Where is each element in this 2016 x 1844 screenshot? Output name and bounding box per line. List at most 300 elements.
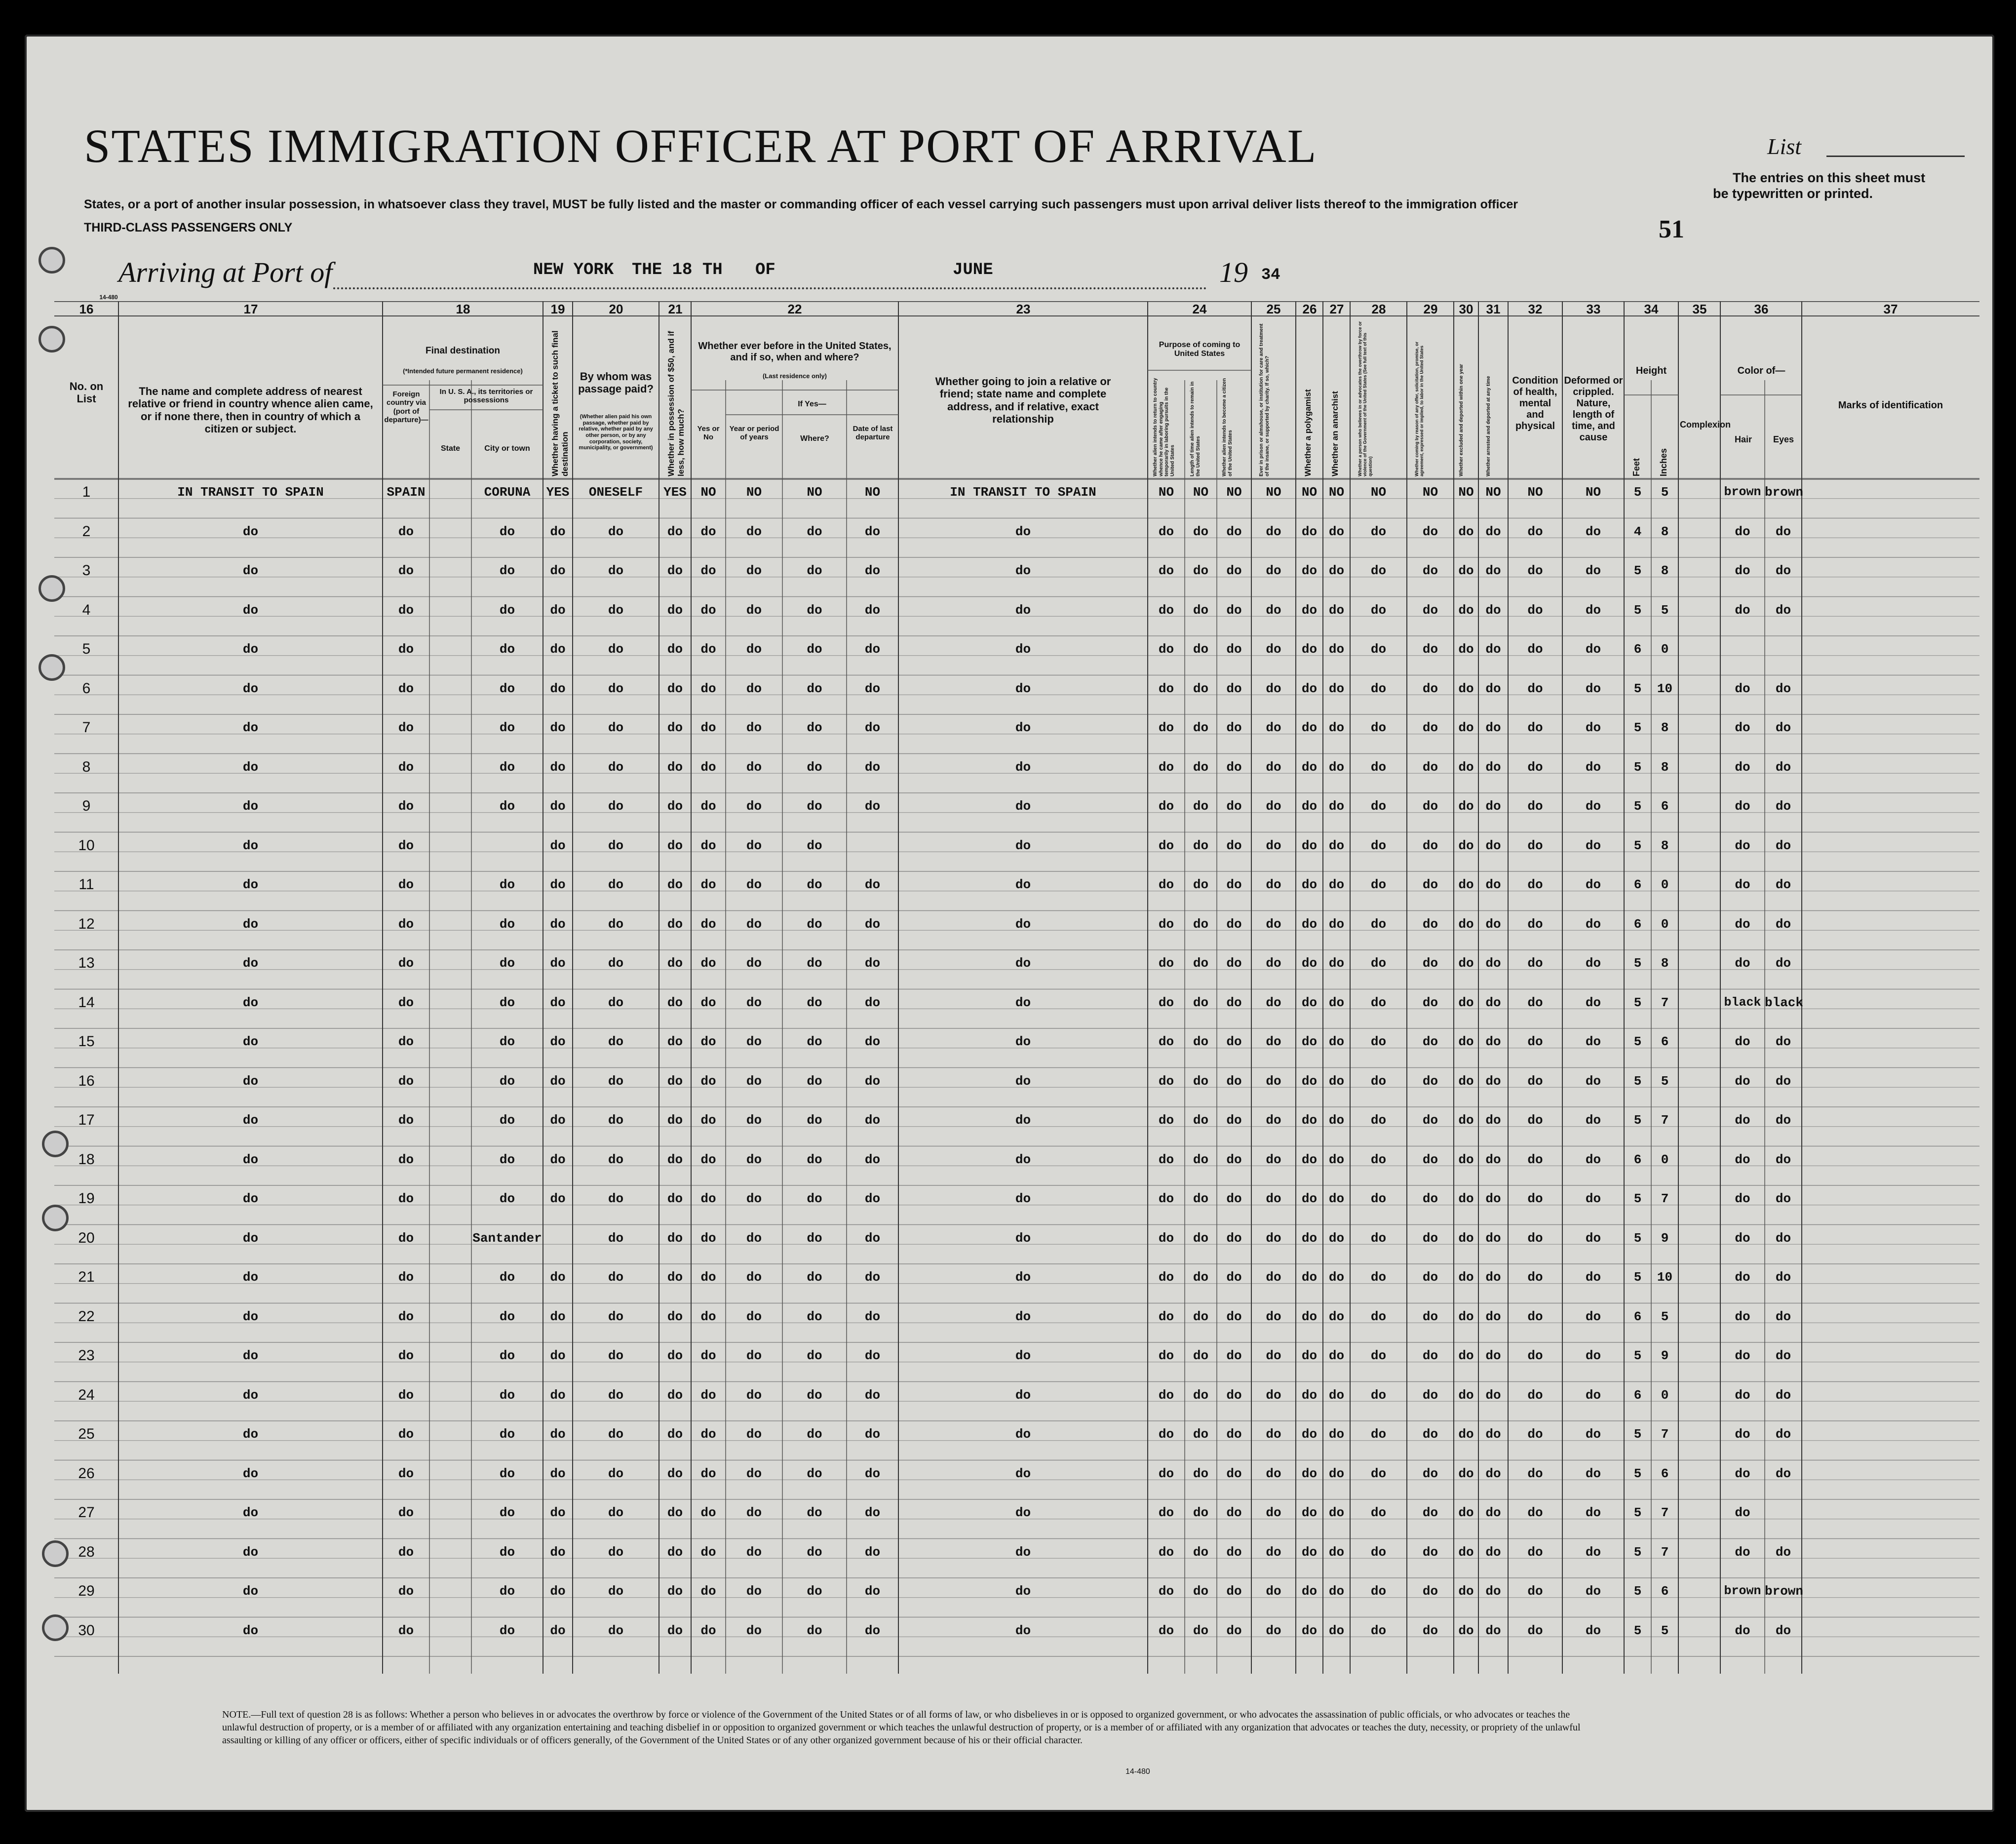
manifest-cell-c23: do: [1015, 1505, 1031, 1520]
manifest-cell-c31: do: [1485, 838, 1501, 853]
manifest-cell-c17: do: [242, 1427, 259, 1442]
manifest-cell-hair: do: [1735, 1034, 1750, 1049]
manifest-cell-c32: do: [1527, 759, 1543, 775]
manifest-cell-c33: do: [1585, 1544, 1601, 1560]
manifest-cell-foreign: do: [398, 524, 414, 539]
manifest-cell-c17: do: [242, 877, 259, 892]
manifest-cell-c24c: do: [1226, 1427, 1242, 1442]
manifest-cell-year: do: [746, 877, 762, 892]
manifest-cell-year: do: [746, 799, 762, 814]
manifest-cell-c24a: do: [1158, 524, 1174, 539]
manifest-cell-c24a: do: [1158, 1191, 1174, 1206]
manifest-cell-c24c: do: [1226, 602, 1242, 618]
manifest-cell-hair: do: [1735, 524, 1750, 539]
manifest-cell-paid: do: [608, 956, 624, 971]
manifest-cell-c24c: do: [1226, 1191, 1242, 1206]
header-arrested: Whether arrested and deported at any time: [1486, 376, 1491, 476]
header-excluded: Whether excluded and deported within one year: [1459, 364, 1464, 476]
manifest-cell-c27: do: [1328, 759, 1345, 775]
manifest-cell-c32: do: [1527, 838, 1543, 853]
manifest-cell-c26: do: [1301, 1034, 1318, 1049]
manifest-cell-money: do: [667, 1387, 683, 1403]
manifest-cell-c17: do: [242, 1034, 259, 1049]
manifest-cell-date: do: [864, 877, 881, 892]
manifest-cell-feet: 6: [1633, 1387, 1642, 1403]
manifest-cell-c17: do: [242, 1309, 259, 1324]
manifest-cell-yesno: do: [700, 524, 716, 539]
header-health: Condition of health, mental and physical: [1512, 375, 1558, 432]
manifest-cell-c30: do: [1458, 681, 1474, 696]
port-day: THE 18 TH: [632, 261, 723, 279]
header-marks: Marks of identification: [1838, 400, 1943, 411]
manifest-cell-date: do: [864, 720, 881, 735]
manifest-cell-c29: do: [1422, 1348, 1438, 1363]
manifest-cell-eyes: do: [1775, 1623, 1791, 1638]
header-city: City or town: [484, 444, 530, 453]
manifest-cell-where: do: [807, 1623, 822, 1638]
manifest-cell-feet: 5: [1633, 1270, 1642, 1285]
manifest-cell-c30: do: [1458, 995, 1474, 1010]
manifest-cell-c24b: do: [1193, 916, 1209, 932]
year-suffix: 34: [1261, 266, 1280, 284]
header-purpose-c: Whether alien intends to become a citizen of the United States: [1222, 378, 1233, 476]
manifest-cell-c33: do: [1585, 681, 1601, 696]
manifest-cell-c26: do: [1301, 1073, 1318, 1089]
manifest-cell-ticket: YES: [546, 485, 570, 500]
manifest-cell-c27: do: [1328, 563, 1345, 578]
manifest-cell-date: do: [864, 524, 881, 539]
manifest-cell-inches: 8: [1661, 759, 1669, 775]
manifest-cell-c24a: do: [1158, 1623, 1174, 1638]
manifest-cell-ticket: do: [550, 1348, 566, 1363]
manifest-cell-c17: do: [242, 1230, 259, 1246]
manifest-cell-feet: 5: [1633, 1191, 1642, 1206]
manifest-cell-inches: 5: [1661, 1309, 1669, 1324]
manifest-cell-c25: do: [1266, 1623, 1281, 1638]
manifest-cell-inches: 7: [1661, 1191, 1669, 1206]
manifest-cell-year: do: [746, 1623, 762, 1638]
manifest-cell-c27: do: [1328, 1309, 1345, 1324]
manifest-cell-ticket: do: [550, 1309, 566, 1324]
manifest-cell-yesno: do: [700, 916, 716, 932]
manifest-cell-hair: do: [1735, 1348, 1750, 1363]
manifest-cell-hair: black: [1724, 995, 1761, 1010]
manifest-cell-c24b: do: [1193, 1191, 1209, 1206]
manifest-cell-c26: do: [1301, 1466, 1318, 1481]
manifest-cell-c30: do: [1458, 1191, 1474, 1206]
manifest-cell-money: do: [667, 1034, 683, 1049]
manifest-cell-c23: do: [1015, 838, 1031, 853]
manifest-cell-where: do: [807, 759, 822, 775]
row-number: 28: [78, 1543, 95, 1560]
manifest-cell-c28: do: [1370, 838, 1387, 853]
row-number: 17: [78, 1112, 95, 1128]
manifest-cell-c28: do: [1370, 1505, 1387, 1520]
manifest-cell-c33: do: [1585, 1623, 1601, 1638]
manifest-cell-c33: do: [1585, 1584, 1601, 1599]
manifest-cell-feet: 5: [1633, 1584, 1642, 1599]
manifest-cell-c23: do: [1015, 1309, 1031, 1324]
manifest-cell-where: do: [807, 1544, 822, 1560]
manifest-cell-where: do: [807, 916, 822, 932]
manifest-cell-date: do: [864, 1505, 881, 1520]
manifest-cell-c17: do: [242, 799, 259, 814]
manifest-cell-ticket: do: [550, 1623, 566, 1638]
manifest-cell-date: do: [864, 1623, 881, 1638]
manifest-cell-c30: do: [1458, 602, 1474, 618]
manifest-cell-c25: do: [1266, 1152, 1281, 1167]
column-number: 21: [668, 302, 683, 316]
manifest-cell-c33: do: [1585, 1387, 1601, 1403]
manifest-cell-ticket: do: [550, 1584, 566, 1599]
manifest-cell-c23: do: [1015, 1152, 1031, 1167]
manifest-cell-c32: do: [1527, 956, 1543, 971]
manifest-cell-c24a: NO: [1158, 485, 1174, 500]
manifest-cell-c27: do: [1328, 1113, 1345, 1128]
manifest-cell-feet: 5: [1633, 602, 1642, 618]
header-year: Year or period of years: [729, 425, 779, 442]
manifest-cell-c30: do: [1458, 799, 1474, 814]
manifest-cell-date: do: [864, 1073, 881, 1089]
manifest-cell-hair: do: [1735, 1230, 1750, 1246]
manifest-cell-where: do: [807, 524, 822, 539]
manifest-cell-money: do: [667, 642, 683, 657]
header-last-residence: (Last residence only): [762, 372, 827, 380]
manifest-cell-c23: do: [1015, 1230, 1031, 1246]
manifest-cell-c29: NO: [1422, 485, 1438, 500]
manifest-cell-c29: do: [1422, 1544, 1438, 1560]
row-number: 18: [78, 1151, 95, 1168]
manifest-cell-c17: do: [242, 759, 259, 775]
manifest-cell-year: do: [746, 642, 762, 657]
manifest-cell-c25: do: [1266, 916, 1281, 932]
manifest-cell-c31: do: [1485, 759, 1501, 775]
manifest-cell-c27: do: [1328, 642, 1345, 657]
manifest-cell-paid: do: [608, 642, 624, 657]
manifest-cell-money: do: [667, 681, 683, 696]
manifest-cell-paid: do: [608, 1073, 624, 1089]
header-state: State: [440, 444, 461, 453]
manifest-cell-feet: 5: [1633, 1427, 1642, 1442]
manifest-cell-c24b: do: [1193, 681, 1209, 696]
manifest-cell-c32: do: [1527, 1427, 1543, 1442]
manifest-cell-c25: do: [1266, 838, 1281, 853]
manifest-cell-ticket: do: [550, 838, 566, 853]
manifest-cell-inches: 0: [1661, 1387, 1669, 1403]
manifest-cell-c32: do: [1527, 720, 1543, 735]
manifest-cell-c30: do: [1458, 838, 1474, 853]
manifest-cell-inches: 0: [1661, 642, 1669, 657]
manifest-cell-c24b: do: [1193, 563, 1209, 578]
column-number: 16: [79, 302, 94, 316]
manifest-cell-paid: do: [608, 563, 624, 578]
manifest-cell-c28: do: [1370, 1427, 1387, 1442]
port-line: [333, 287, 1207, 289]
manifest-cell-c24a: do: [1158, 1113, 1174, 1128]
manifest-cell-c28: do: [1370, 1348, 1387, 1363]
manifest-cell-foreign: do: [398, 995, 414, 1010]
manifest-cell-c29: do: [1422, 995, 1438, 1010]
manifest-cell-c32: do: [1527, 602, 1543, 618]
manifest-cell-foreign: do: [398, 1230, 414, 1246]
manifest-cell-yesno: do: [700, 1113, 716, 1128]
manifest-cell-c24b: do: [1193, 1309, 1209, 1324]
manifest-cell-hair: do: [1735, 799, 1750, 814]
manifest-cell-c24c: do: [1226, 1623, 1242, 1638]
manifest-cell-c17: do: [242, 720, 259, 735]
manifest-cell-c24b: do: [1193, 524, 1209, 539]
manifest-cell-city: do: [499, 1623, 515, 1638]
manifest-cell-c32: do: [1527, 1034, 1543, 1049]
manifest-cell-c28: do: [1370, 642, 1387, 657]
column-number: 24: [1192, 302, 1207, 316]
manifest-cell-c17: do: [242, 1505, 259, 1520]
manifest-cell-inches: 8: [1661, 956, 1669, 971]
column-number: 22: [787, 302, 802, 316]
manifest-cell-c30: NO: [1458, 485, 1474, 500]
manifest-cell-c27: do: [1328, 1152, 1345, 1167]
manifest-cell-c32: do: [1527, 1466, 1543, 1481]
manifest-cell-money: do: [667, 1191, 683, 1206]
manifest-cell-c24c: do: [1226, 995, 1242, 1010]
manifest-cell-c23: do: [1015, 877, 1031, 892]
manifest-cell-inches: 6: [1661, 1584, 1669, 1599]
manifest-cell-c33: NO: [1585, 485, 1601, 500]
manifest-cell-money: do: [667, 1152, 683, 1167]
manifest-cell-c26: do: [1301, 1505, 1318, 1520]
header-question-28: Whether a person who believes in or advocates the overthrow by force or violence of the Government of the United States (See full text of this question): [1357, 321, 1373, 476]
manifest-cell-year: do: [746, 916, 762, 932]
manifest-cell-c23: do: [1015, 563, 1031, 578]
manifest-cell-c25: do: [1266, 877, 1281, 892]
manifest-cell-feet: 5: [1633, 995, 1642, 1010]
manifest-cell-yesno: do: [700, 1034, 716, 1049]
manifest-cell-c17: do: [242, 1623, 259, 1638]
column-number: 18: [456, 302, 470, 316]
manifest-cell-c31: do: [1485, 1623, 1501, 1638]
manifest-cell-c24a: do: [1158, 1505, 1174, 1520]
manifest-cell-hair: do: [1735, 1152, 1750, 1167]
manifest-cell-c27: do: [1328, 799, 1345, 814]
manifest-cell-year: do: [746, 1427, 762, 1442]
binder-hole: [39, 575, 65, 602]
manifest-cell-city: do: [499, 1073, 515, 1089]
manifest-cell-c31: do: [1485, 1427, 1501, 1442]
manifest-cell-ticket: do: [550, 1270, 566, 1285]
manifest-cell-ticket: do: [550, 1113, 566, 1128]
manifest-cell-c26: do: [1301, 759, 1318, 775]
manifest-cell-c17: IN TRANSIT TO SPAIN: [177, 485, 324, 500]
manifest-cell-c33: do: [1585, 642, 1601, 657]
manifest-cell-c24c: do: [1226, 1387, 1242, 1403]
manifest-cell-where: do: [807, 1034, 822, 1049]
manifest-cell-city: do: [499, 956, 515, 971]
manifest-cell-c28: do: [1370, 1544, 1387, 1560]
manifest-cell-c29: do: [1422, 1034, 1438, 1049]
manifest-cell-c32: do: [1527, 1387, 1543, 1403]
manifest-cell-c24b: do: [1193, 1270, 1209, 1285]
manifest-cell-c32: do: [1527, 799, 1543, 814]
manifest-cell-c27: do: [1328, 524, 1345, 539]
manifest-cell-yesno: do: [700, 1309, 716, 1324]
row-number: 23: [78, 1347, 95, 1364]
row-number: 15: [78, 1033, 95, 1050]
manifest-cell-c17: do: [242, 1152, 259, 1167]
manifest-cell-inches: 10: [1657, 681, 1673, 696]
manifest-cell-c25: do: [1266, 1387, 1281, 1403]
manifest-cell-where: do: [807, 838, 822, 853]
manifest-cell-c25: do: [1266, 1191, 1281, 1206]
manifest-cell-feet: 4: [1633, 524, 1642, 539]
manifest-cell-inches: 6: [1661, 1466, 1669, 1481]
manifest-cell-eyes: do: [1775, 1073, 1791, 1089]
manifest-cell-foreign: do: [398, 1034, 414, 1049]
manifest-cell-c30: do: [1458, 877, 1474, 892]
manifest-cell-c28: do: [1370, 995, 1387, 1010]
manifest-cell-money: YES: [663, 485, 687, 500]
manifest-cell-inches: 7: [1661, 1544, 1669, 1560]
manifest-cell-date: do: [864, 1348, 881, 1363]
manifest-cell-foreign: do: [398, 1466, 414, 1481]
header-final-destination: Final destination: [426, 346, 500, 356]
manifest-cell-yesno: do: [700, 995, 716, 1010]
manifest-cell-paid: do: [608, 1034, 624, 1049]
manifest-cell-inches: 0: [1661, 877, 1669, 892]
manifest-cell-c31: do: [1485, 1584, 1501, 1599]
manifest-cell-eyes: do: [1775, 1270, 1791, 1285]
manifest-cell-inches: 6: [1661, 799, 1669, 814]
manifest-cell-eyes: do: [1775, 1034, 1791, 1049]
manifest-cell-date: do: [864, 1427, 881, 1442]
manifest-cell-c28: do: [1370, 1152, 1387, 1167]
manifest-cell-eyes: brown: [1765, 1584, 1804, 1599]
manifest-cell-date: do: [864, 1387, 881, 1403]
manifest-cell-c17: do: [242, 524, 259, 539]
manifest-cell-paid: do: [608, 1113, 624, 1128]
manifest-cell-hair: do: [1735, 956, 1750, 971]
manifest-cell-ticket: do: [550, 995, 566, 1010]
header-polygamist: Whether a polygamist: [1303, 389, 1313, 476]
manifest-cell-c29: do: [1422, 759, 1438, 775]
row-number: 9: [82, 798, 91, 814]
manifest-cell-date: do: [864, 995, 881, 1010]
manifest-cell-c24a: do: [1158, 1427, 1174, 1442]
header-passage-paid: By whom was passage paid?: [578, 370, 654, 395]
manifest-cell-foreign: do: [398, 720, 414, 735]
manifest-cell-c33: do: [1585, 1113, 1601, 1128]
manifest-cell-money: do: [667, 956, 683, 971]
manifest-cell-ticket: do: [550, 916, 566, 932]
manifest-cell-c23: do: [1015, 681, 1031, 696]
manifest-cell-city: do: [499, 1387, 515, 1403]
manifest-cell-eyes: do: [1775, 1113, 1791, 1128]
manifest-cell-city: do: [499, 1544, 515, 1560]
manifest-cell-c17: do: [242, 1191, 259, 1206]
manifest-cell-paid: do: [608, 1270, 624, 1285]
manifest-cell-c33: do: [1585, 1034, 1601, 1049]
manifest-cell-c28: do: [1370, 602, 1387, 618]
manifest-cell-money: do: [667, 1544, 683, 1560]
manifest-cell-eyes: do: [1775, 524, 1791, 539]
header-in-usa: In U. S. A., its territories or possessions: [439, 388, 533, 405]
manifest-cell-c23: do: [1015, 1427, 1031, 1442]
manifest-cell-c29: do: [1422, 681, 1438, 696]
manifest-cell-c27: do: [1328, 877, 1345, 892]
manifest-cell-c29: do: [1422, 1073, 1438, 1089]
manifest-cell-c27: do: [1328, 720, 1345, 735]
manifest-cell-money: do: [667, 799, 683, 814]
manifest-cell-city: Santander: [472, 1230, 542, 1246]
manifest-cell-where: do: [807, 1387, 822, 1403]
manifest-cell-city: do: [499, 1505, 515, 1520]
manifest-cell-date: do: [864, 642, 881, 657]
manifest-cell-c33: do: [1585, 759, 1601, 775]
manifest-cell-c26: NO: [1301, 485, 1318, 500]
header-no-on-list: No. on List: [69, 380, 104, 405]
manifest-cell-c24b: do: [1193, 838, 1209, 853]
manifest-cell-hair: do: [1735, 1309, 1750, 1324]
footnote: NOTE.—Full text of question 28 is as follows: Whether a person who believes in or advocates the overthrow by force or violence of the Government of the United States or of all forms of law, or who disbelieves in or is opposed to organized government, or who advocates the assassination of public officials, or who advocates or teaches the unlawful destruction of property, or is a member of or affiliated with any organization entertaining and teaching disbelief in or opposition to organized government or which teaches the unlawful destruction of property, or is a member of or affiliated with any organization that advocates or teaches the duty, necessity, or propriety of the unlawful assaulting or killing of any officer or officers, either of specific individuals or of officers generally, of the Government of the United States or of any other organized government because of his or their official character.: [222, 1709, 1581, 1746]
manifest-cell-year: do: [746, 759, 762, 775]
manifest-cell-c33: do: [1585, 995, 1601, 1010]
manifest-cell-yesno: NO: [700, 485, 716, 500]
manifest-cell-c29: do: [1422, 563, 1438, 578]
manifest-cell-paid: do: [608, 1623, 624, 1638]
manifest-cell-feet: 5: [1633, 720, 1642, 735]
manifest-cell-c33: do: [1585, 1466, 1601, 1481]
manifest-cell-c30: do: [1458, 759, 1474, 775]
manifest-cell-c23: do: [1015, 1270, 1031, 1285]
manifest-cell-date: do: [864, 1309, 881, 1324]
manifest-cell-c28: do: [1370, 1623, 1387, 1638]
manifest-cell-c29: do: [1422, 1113, 1438, 1128]
manifest-cell-date: do: [864, 602, 881, 618]
manifest-cell-city: do: [499, 1152, 515, 1167]
manifest-cell-eyes: do: [1775, 1387, 1791, 1403]
manifest-cell-date: do: [864, 1191, 881, 1206]
row-number: 22: [78, 1308, 95, 1325]
manifest-cell-year: do: [746, 1191, 762, 1206]
manifest-cell-where: do: [807, 1584, 822, 1599]
manifest-cell-date: do: [864, 1584, 881, 1599]
manifest-cell-city: do: [499, 602, 515, 618]
header-deformed: Deformed or crippled. Nature, length of time, and cause: [1564, 375, 1623, 443]
header-purpose-b: Length of time alien intends to remain in the United States: [1190, 381, 1201, 476]
manifest-cell-c25: do: [1266, 1034, 1281, 1049]
manifest-cell-year: do: [746, 681, 762, 696]
manifest-cell-c31: do: [1485, 1348, 1501, 1363]
manifest-cell-c32: do: [1527, 563, 1543, 578]
manifest-cell-c28: do: [1370, 1191, 1387, 1206]
manifest-cell-c28: NO: [1370, 485, 1387, 500]
manifest-cell-city: do: [499, 916, 515, 932]
manifest-cell-foreign: do: [398, 1387, 414, 1403]
manifest-cell-c17: do: [242, 642, 259, 657]
manifest-cell-c28: do: [1370, 1073, 1387, 1089]
manifest-cell-c24c: do: [1226, 1034, 1242, 1049]
column-number: 29: [1423, 302, 1438, 316]
manifest-cell-foreign: do: [398, 916, 414, 932]
manifest-cell-c31: do: [1485, 1270, 1501, 1285]
manifest-cell-where: do: [807, 995, 822, 1010]
manifest-cell-c17: do: [242, 1113, 259, 1128]
manifest-cell-c31: do: [1485, 602, 1501, 618]
manifest-cell-c30: do: [1458, 1230, 1474, 1246]
manifest-cell-c31: NO: [1485, 485, 1501, 500]
manifest-cell-year: do: [746, 956, 762, 971]
manifest-cell-foreign: do: [398, 563, 414, 578]
manifest-cell-inches: 10: [1657, 1270, 1673, 1285]
